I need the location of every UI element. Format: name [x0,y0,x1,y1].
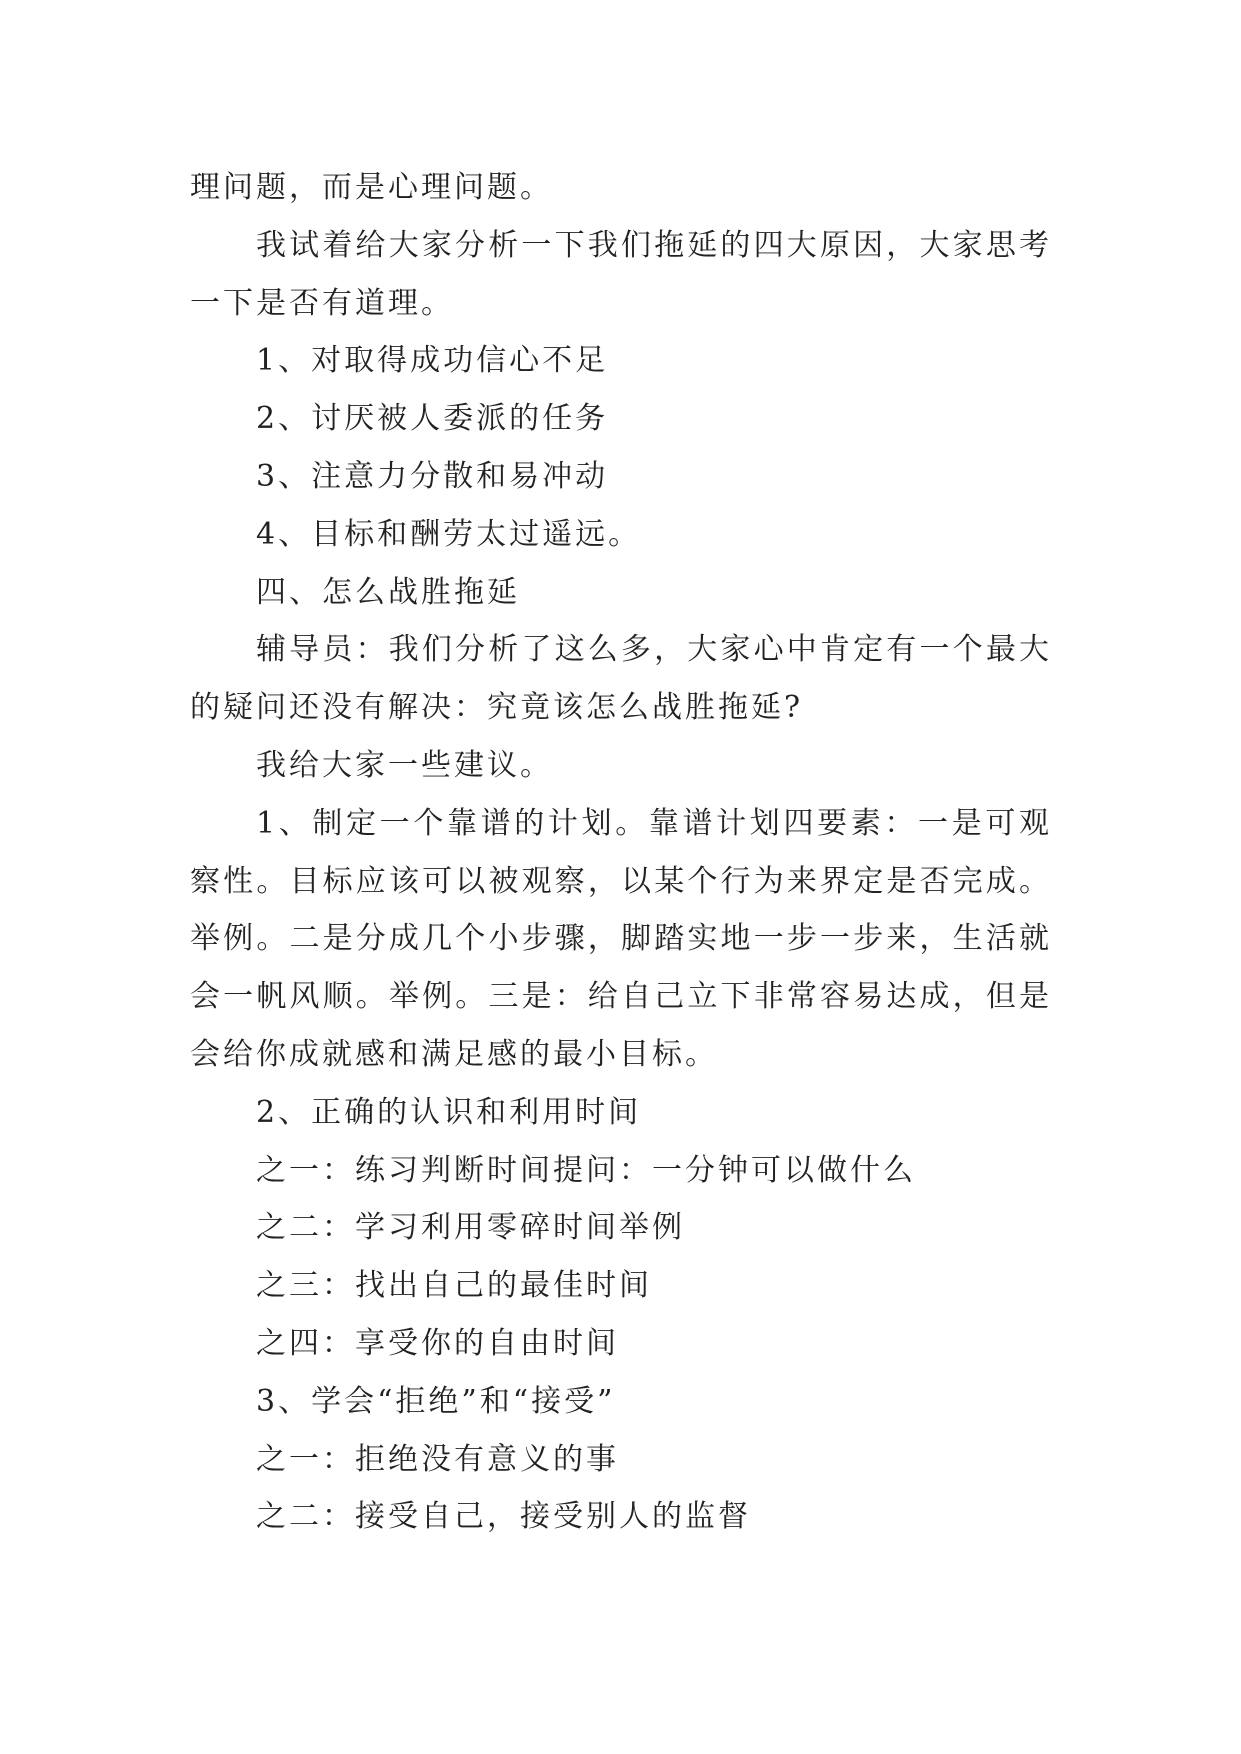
list-item: 2、讨厌被人委派的任务 [256,401,609,437]
section-heading: 四、怎么战胜拖延 [256,574,520,610]
list-item: 3、学会“拒绝”和“接受” [256,1383,616,1419]
list-item: 之三：找出自己的最佳时间 [256,1268,652,1304]
paragraph: 我试着给大家分析一下我们拖延的四大原因，大家思考一下是否有道理。 [190,227,1052,321]
paragraph: 辅导员：我们分析了这么多，大家心中肯定有一个最大的疑问还没有解决：究竟该怎么战胜拖延? [190,632,1052,726]
list-item: 之一：拒绝没有意义的事 [256,1441,619,1477]
list-item: 之四：享受你的自由时间 [256,1325,619,1361]
list-item: 之一：练习判断时间提问：一分钟可以做什么 [256,1152,916,1188]
list-item: 3、注意力分散和易冲动 [256,458,609,494]
paragraph: 我给大家一些建议。 [256,747,553,783]
list-item: 4、目标和酬劳太过遥远。 [256,516,642,552]
list-item: 之二：接受自己，接受别人的监督 [256,1499,751,1535]
list-item: 之二：学习利用零碎时间举例 [256,1210,685,1246]
paragraph: 1、制定一个靠谱的计划。靠谱计划四要素：一是可观察性。目标应该可以被观察，以某个行为来界定是否完成。举例。二是分成几个小步骤，脚踏实地一步一步来，生活就会一帆风顺。举例。三是：给自己立下非常容易达成，但是会给你成就感和满足感的最小目标。 [190,805,1052,1072]
list-item: 2、正确的认识和利用时间 [256,1094,642,1130]
paragraph: 理问题，而是心理问题。 [190,170,553,205]
list-item: 1、对取得成功信心不足 [256,343,609,379]
document-body [190,159,1052,1546]
